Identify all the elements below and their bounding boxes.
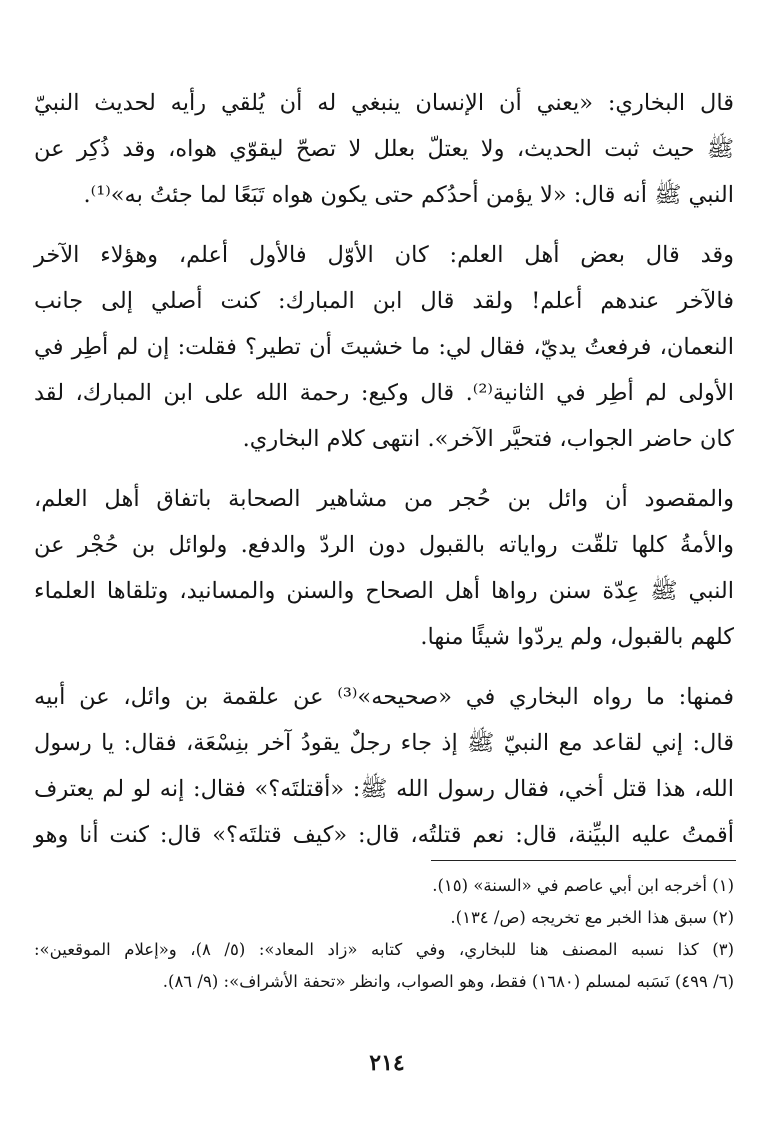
footnote-3: (٣) كذا نسبه المصنف هنا للبخاري، وفي كتابه «زاد المعاد»: (٥/ ٨)، و«إعلام الموقعين»: <box>34 940 734 959</box>
text-line: كلهم بالقبول، ولم يردّوا شيئًا منها. <box>420 624 734 650</box>
footnotes <box>34 870 734 998</box>
text-line: النبي ﷺ عِدّة سنن رواها أهل الصحاح والسنن والمسانيد، وتلقاها العلماء <box>34 578 734 604</box>
footnote-1: (١) أخرجه ابن أبي عاصم في «السنة» (١٥). <box>432 876 734 895</box>
text-line: أقمتُ عليه البيِّنة، قال: نعم قتلتُه، قال: «كيف قتلتَه؟» قال: كنت أنا وهو <box>34 822 734 848</box>
text-line: قال البخاري: «يعني أن الإنسان ينبغي له أن يُلقي رأيه لحديث النبيّ <box>34 90 734 116</box>
text-line: ﷺ حيث ثبت الحديث، ولا يعتلّ بعلل لا تصحّ ليقوّي هواه، وقد ذُكِر عن <box>34 136 734 162</box>
paragraph-bukhari-quote <box>34 80 734 218</box>
text-line: فمنها: ما رواه البخاري في «صحيحه»⁽³⁾ عن علقمة بن وائل، عن أبيه <box>34 684 734 710</box>
page-number: ٢١٤ <box>369 1050 405 1076</box>
paragraph-ibn-mubarak <box>34 232 734 462</box>
text-line: النعمان، فرفعتُ يديّ، فقال لي: ما خشيتَ أن تطير؟ فقلت: إن لم أطِر في <box>34 334 734 360</box>
main-text <box>34 80 734 872</box>
text-line: وقد قال بعض أهل العلم: كان الأوّل فالأول أعلم، وهؤلاء الآخر <box>34 242 734 268</box>
text-line: الله، هذا قتل أخي، فقال رسول الله ﷺ: «أقتلتَه؟» فقال: إنه لو لم يعترف <box>34 776 734 802</box>
paragraph-wail-bin-hujr <box>34 476 734 660</box>
footnote-3-continued: (٦/ ٤٩٩) نَسَبه لمسلم (١٦٨٠) فقط، وهو الصواب، وانظر «تحفة الأشراف»: (٩/ ٨٦). <box>162 972 734 991</box>
text-line: فالآخر عندهم أعلم! ولقد قال ابن المبارك: كنت أصلي إلى جانب <box>34 288 734 314</box>
paragraph-sahih-narration <box>34 674 734 858</box>
text-line: والأمةُ كلها تلقّت رواياته بالقبول دون الردّ والدفع. ولوائل بن حُجْر عن <box>34 532 734 558</box>
text-line: قال: إني لقاعد مع النبيّ ﷺ إذ جاء رجلٌ يقودُ آخر بنِسْعَة، فقال: يا رسول <box>34 730 734 756</box>
footnote-separator <box>431 860 736 861</box>
text-line: والمقصود أن وائل بن حُجر من مشاهير الصحابة باتفاق أهل العلم، <box>34 486 734 512</box>
footnote-2: (٢) سبق هذا الخبر مع تخريجه (ص/ ١٣٤). <box>450 908 734 927</box>
text-line: الأولى لم أطِر في الثانية⁽²⁾. قال وكيع: رحمة الله على ابن المبارك، لقد <box>34 380 734 406</box>
text-line: النبي ﷺ أنه قال: «لا يؤمن أحدُكم حتى يكون هواه تَبَعًا لما جئتُ به»⁽¹⁾. <box>83 182 734 208</box>
text-line: كان حاضر الجواب، فتحيَّر الآخر». انتهى كلام البخاري. <box>242 426 734 452</box>
